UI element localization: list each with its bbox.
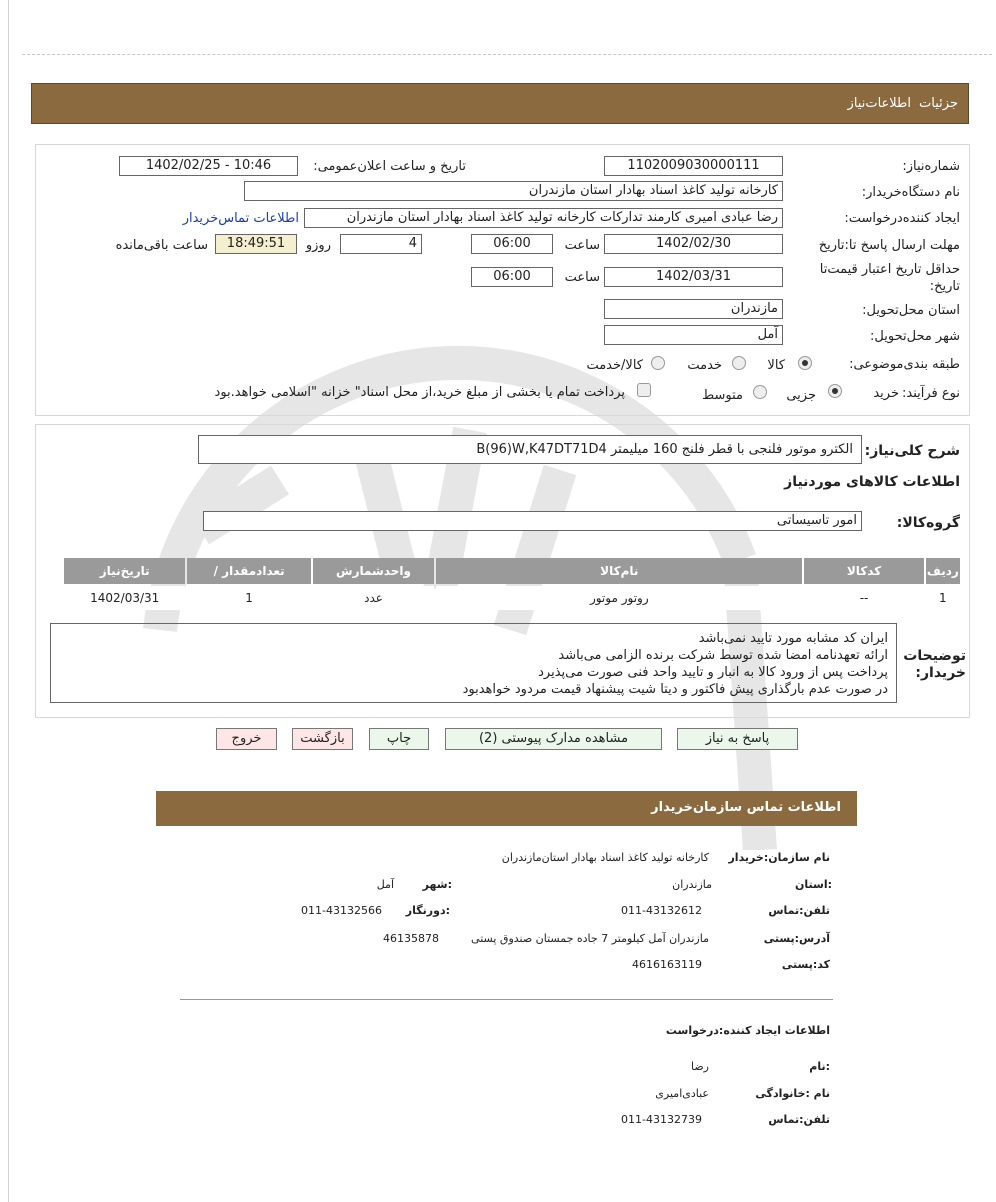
col-quantity: تعدادمقدار / [187, 558, 310, 584]
note-line: پرداخت پس از ورود کالا به انبار و تایید واحد فنی صورت می‌پذیرد [538, 665, 888, 680]
page-header-bar [31, 83, 969, 124]
po-box-value: 46135878 [383, 932, 439, 945]
note-line: ایران کد مشابه مورد تایید نمی‌باشد [698, 631, 888, 646]
group-label: گروه‌کالا: [896, 515, 960, 531]
exit-button[interactable]: خروج [216, 728, 277, 750]
deadline-time-field[interactable]: 06:00 [471, 234, 553, 254]
note-line: در صورت عدم بارگذاری پیش فاکتور و دیتا شیت پیشنهاد قیمت مردود خواهدبود [462, 682, 888, 697]
creator-name-label: :نام [809, 1060, 830, 1073]
fax-value: 011-43132566 [301, 904, 382, 917]
summary-field[interactable]: الکترو موتور فلنجی با قطر فلنج 160 میلیمتر B(96)W,K47DT71D4 [198, 435, 862, 464]
price-valid-time-field[interactable]: 06:00 [471, 267, 553, 287]
tab-need-info[interactable]: اطلاعات‌نیاز [847, 96, 911, 111]
col-need-date: تاریخ‌نیاز [64, 558, 185, 584]
col-row: ردیف [926, 558, 960, 584]
days-field[interactable]: 4 [340, 234, 422, 254]
contact-city-label: :شهر [422, 878, 452, 891]
creator-name-value: رضا [690, 1060, 709, 1073]
table-row [64, 586, 960, 610]
cell-name: روتور موتور [436, 586, 802, 610]
creator-family-label: نام :خانوادگی [755, 1087, 830, 1100]
contact-divider [180, 999, 833, 1000]
days-label: روزو [305, 238, 331, 253]
category-radio-goods[interactable] [798, 356, 812, 370]
attachments-button[interactable]: مشاهده مدارک پیوستی (2) [445, 728, 662, 750]
process-label: نوع فرآیند: [902, 386, 960, 401]
buyer-contact-link[interactable]: اطلاعات تماس‌خریدار [182, 211, 299, 226]
col-name: نام‌کالا [436, 558, 802, 584]
fax-label: :دورنگار [405, 904, 450, 917]
left-border-line [8, 0, 9, 1202]
category-radio-both[interactable] [651, 356, 665, 370]
cell-row: 1 [926, 586, 960, 610]
city-label: شهر محل‌تحویل: [870, 329, 960, 344]
category-option-goods: کالا [767, 358, 785, 373]
province-field[interactable]: مازندران [604, 299, 783, 319]
deadline-label: مهلت ارسال پاسخ تا:تاریخ [818, 238, 960, 253]
city-field[interactable]: آمل [604, 325, 783, 345]
remaining-label: ساعت باقی‌مانده [115, 238, 208, 253]
creator-phone-label: تلفن‌:تماس [768, 1113, 830, 1126]
payment-note: پرداخت تمام یا بخشی از مبلغ خرید،از محل اسناد" خزانه "اسلامی خواهد.بود [214, 385, 625, 400]
note-line: ارائه تعهدنامه امضا شده توسط شرکت برنده الزامی می‌باشد [558, 648, 888, 663]
price-valid-time-label: ساعت [564, 270, 600, 285]
reply-button[interactable]: پاسخ به نیاز [677, 728, 798, 750]
contact-city-value: آمل [376, 878, 394, 891]
org-value: کارخانه تولید کاغذ اسناد بهادار استان‌مازندران [501, 851, 709, 864]
deadline-date-field[interactable]: 1402/02/30 [604, 234, 783, 254]
category-label: طبقه بندی‌موضوعی: [849, 357, 960, 372]
deadline-time-label: ساعت [564, 238, 600, 253]
process-option-minor: جزیی [786, 388, 816, 403]
cell-need-date: 1402/03/31 [64, 586, 185, 610]
col-unit: واحدشمارش [313, 558, 434, 584]
contact-province-value: مازندران [672, 878, 712, 891]
notes-label: توضیحات خریدار: [903, 648, 966, 681]
need-number-label: شماره‌نیاز: [902, 159, 960, 174]
back-button[interactable]: بازگشت [292, 728, 353, 750]
creator-label: ایجاد کننده‌درخواست: [844, 211, 960, 226]
col-code: کدکالا [804, 558, 923, 584]
category-option-service: خدمت [687, 358, 722, 373]
creator-info-title: اطلاعات ایجاد کننده‌:درخواست [665, 1024, 830, 1037]
cell-unit: عدد [313, 586, 434, 610]
announce-label: تاریخ و ساعت اعلان‌عمومی: [313, 159, 466, 174]
process-radio-minor[interactable] [753, 385, 767, 399]
phone-label: تلفن‌:تماس [768, 904, 830, 917]
buyer-org-field[interactable]: کارخانه تولید کاغذ اسناد بهادار استان مازندران [244, 181, 783, 201]
process-radio-purchase[interactable] [828, 384, 842, 398]
cell-quantity: 1 [187, 586, 310, 610]
category-radio-service[interactable] [732, 356, 746, 370]
summary-label: شرح کلی‌نیاز: [864, 443, 960, 459]
price-valid-label: حداقل تاریخ اعتبار قیمت‌تا [819, 262, 960, 277]
goods-table [62, 556, 962, 612]
address-value: مازندران آمل کیلومتر 7 جاده جمستان صندوق پستی [471, 932, 709, 945]
contact-title: اطلاعات تماس سازمان‌خریدار [651, 800, 841, 815]
cell-code: -- [804, 586, 923, 610]
contact-province-label: :استان [795, 878, 832, 891]
province-label: استان محل‌تحویل: [862, 303, 960, 318]
price-valid-label-2: تاریخ: [929, 279, 960, 294]
process-option-purchase: خرید [873, 386, 899, 401]
notes-box [50, 623, 897, 703]
remaining-time-field: 18:49:51 [215, 234, 297, 254]
table-header-row [64, 558, 960, 584]
price-valid-date-field[interactable]: 1402/03/31 [604, 267, 783, 287]
postal-label: کد:پستی [781, 958, 830, 971]
process-option-medium: متوسط [702, 388, 743, 403]
creator-phone-value: 011-43132739 [621, 1113, 702, 1126]
goods-section-title: اطلاعات کالاهای موردنیاز [784, 474, 960, 490]
buyer-org-label: نام دستگاه‌خریدار: [861, 185, 960, 200]
postal-value: 4616163119 [632, 958, 702, 971]
print-button[interactable]: چاپ [369, 728, 429, 750]
creator-family-value: عبادی‌امیری [655, 1087, 709, 1100]
contact-header-bar [156, 791, 857, 826]
category-option-both: کالا/خدمت [586, 358, 643, 373]
announce-datetime-field[interactable]: 1402/02/25 - 10:46 [119, 156, 298, 176]
group-field[interactable]: امور تاسیساتی [203, 511, 862, 531]
creator-field[interactable]: رضا عبادی امیری کارمند تدارکات کارخانه تولید کاغذ اسناد بهادار استان مازندران [304, 208, 783, 228]
payment-checkbox[interactable] [637, 383, 651, 397]
address-label: آدرس‌:پستی [763, 932, 830, 945]
phone-value: 011-43132612 [621, 904, 702, 917]
need-number-field[interactable]: 1102009030000111 [604, 156, 783, 176]
tab-details[interactable]: جزئیات [919, 96, 958, 111]
top-divider [22, 54, 992, 55]
org-label: نام سازمان‌:خریدار [728, 851, 830, 864]
